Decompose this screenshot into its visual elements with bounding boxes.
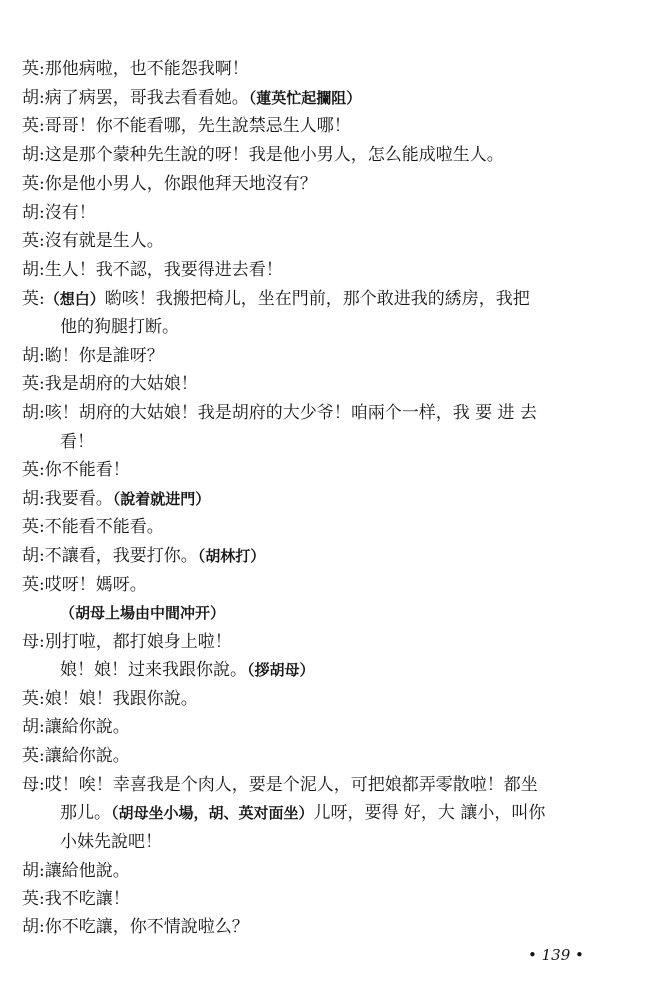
dialogue-text-segment: 哥哥！你不能看哪，先生說禁忌生人哪！ <box>44 116 351 136</box>
dialogue-text-segment: 讓給他說。 <box>44 861 130 881</box>
dialogue-text-segment: 娘！娘！我跟你說。 <box>44 689 198 709</box>
stage-direction: （拶胡母） <box>247 661 315 679</box>
dialogue-text-segment: 沒有就是生人。 <box>44 231 164 251</box>
speaker-label: 英: <box>22 746 45 766</box>
dialogue-text-segment: 哎！唉！幸喜我是个肉人，要是个泥人，可把娘都弄零散啦！都坐 <box>44 775 538 795</box>
dialogue-line <box>22 456 130 484</box>
speaker-label: 胡: <box>22 861 45 881</box>
stage-direction: （蓮英忙起攔阻） <box>248 89 362 107</box>
dialogue-text-segment: 这是那个蒙种先生說的呀！我是他小男人，怎么能成啦生人。 <box>44 145 504 165</box>
dialogue-text-segment: 沒有！ <box>44 203 96 223</box>
dialogue-line <box>60 656 315 684</box>
dialogue-line <box>22 628 232 656</box>
dialogue-line <box>22 542 265 570</box>
dialogue-line <box>22 170 317 198</box>
dialogue-line <box>22 571 147 599</box>
dialogue-line <box>22 713 130 741</box>
dialogue-line <box>22 84 361 112</box>
speaker-label: 英: <box>22 889 45 909</box>
speaker-label: 胡: <box>22 260 45 280</box>
dialogue-text-segment: 哎呀！媽呀。 <box>44 575 147 595</box>
speaker-label: 英: <box>22 689 45 709</box>
dialogue-text-segment: 別打啦，都打娘身上啦！ <box>44 632 232 652</box>
dialogue-text-segment: 病了病罢，哥我去看看她。 <box>44 88 249 108</box>
dialogue-text-segment: 讓給你說。 <box>44 717 130 737</box>
dialogue-text-segment: 他的狗腿打断。 <box>60 317 179 337</box>
stage-direction: （胡母坐小場，胡、英对面坐） <box>111 804 314 822</box>
dialogue-text-segment: 那儿。 <box>60 803 111 823</box>
dialogue-text-segment: 你是他小男人，你跟他拜天地沒有？ <box>44 174 317 194</box>
speaker-label: 英: <box>22 374 45 394</box>
dialogue-text-segment: 娘！娘！过来我跟你說。 <box>60 660 247 680</box>
dialogue-line <box>22 513 164 541</box>
speaker-label: 胡: <box>22 546 45 566</box>
speaker-label: 英: <box>22 174 45 194</box>
speaker-label: 胡: <box>22 346 45 366</box>
speaker-label: 胡: <box>22 917 45 937</box>
dialogue-line <box>22 885 130 913</box>
speaker-label: 胡: <box>22 489 45 509</box>
dialogue-line <box>22 399 537 427</box>
speaker-label: 英: <box>22 59 45 79</box>
dialogue-line <box>22 742 130 770</box>
dialogue-line <box>60 799 545 827</box>
dialogue-line <box>22 141 504 169</box>
speaker-label: 胡: <box>22 145 45 165</box>
dialogue-text-segment: 我要看。 <box>44 489 113 509</box>
dialogue-text-segment: 不能看不能看。 <box>44 517 164 537</box>
dialogue-text-segment: 不讓看，我要打你。 <box>44 546 198 566</box>
dialogue-line <box>22 771 538 799</box>
speaker-label: 英: <box>22 517 45 537</box>
dialogue-line <box>60 828 162 856</box>
dialogue-line <box>22 913 249 941</box>
dialogue-text-segment: 讓給你說。 <box>44 746 130 766</box>
dialogue-text-segment: 那他病啦，也不能怨我啊！ <box>44 59 249 79</box>
dialogue-text-segment: 喲咳！我搬把椅儿，坐在門前，那个敢进我的綉房，我把 <box>104 289 530 309</box>
dialogue-line <box>60 313 179 341</box>
speaker-label: 胡: <box>22 203 45 223</box>
dialogue-text-segment: 看！ <box>60 432 94 452</box>
speaker-label: 英: <box>22 460 45 480</box>
dialogue-text-segment: 你不吃讓，你不情說啦么？ <box>44 917 249 937</box>
dialogue-line <box>22 485 210 513</box>
dialogue-text-segment: 小妹先說吧！ <box>60 832 162 852</box>
dialogue-line <box>22 256 283 284</box>
stage-direction: （說着就进門） <box>112 490 211 508</box>
speaker-label: 胡: <box>22 88 45 108</box>
dialogue-text-segment: 喲！你是誰呀？ <box>44 346 164 366</box>
dialogue-text-segment: 儿呀，要得 好，大 讓小，叫你 <box>313 803 546 823</box>
dialogue-text-segment: 咳！胡府的大姑娘！我是胡府的大少爷！咱兩个一样，我 要 进 去 <box>44 403 537 423</box>
dialogue-line <box>60 599 225 627</box>
dialogue-line <box>22 285 530 313</box>
dialogue-line <box>22 342 164 370</box>
dialogue-line <box>60 428 94 456</box>
dialogue-line <box>22 685 198 713</box>
speaker-label: 英: <box>22 231 45 251</box>
stage-direction: （胡林打） <box>197 547 266 565</box>
speaker-label: 胡: <box>22 717 45 737</box>
dialogue-line <box>22 112 351 140</box>
dialogue-text-segment: 我是胡府的大姑娘！ <box>44 374 198 394</box>
dialogue-text-segment: 你不能看！ <box>44 460 130 480</box>
speaker-label: 胡: <box>22 403 45 423</box>
dialogue-line <box>22 857 130 885</box>
dialogue-line <box>22 227 164 255</box>
page-number: • 139 • <box>528 946 584 964</box>
dialogue-text-segment: 我不吃讓！ <box>44 889 130 909</box>
stage-direction: （胡母上場由中間冲开） <box>60 604 226 622</box>
dialogue-line <box>22 199 96 227</box>
speaker-label: 母: <box>22 775 45 795</box>
dialogue-text-segment: 生人！我不認，我要得进去看！ <box>44 260 283 280</box>
dialogue-line <box>22 55 249 83</box>
stage-direction: （想白） <box>44 290 105 308</box>
speaker-label: 英: <box>22 289 45 309</box>
speaker-label: 英: <box>22 575 45 595</box>
speaker-label: 英: <box>22 116 45 136</box>
speaker-label: 母: <box>22 632 45 652</box>
dialogue-line <box>22 370 198 398</box>
